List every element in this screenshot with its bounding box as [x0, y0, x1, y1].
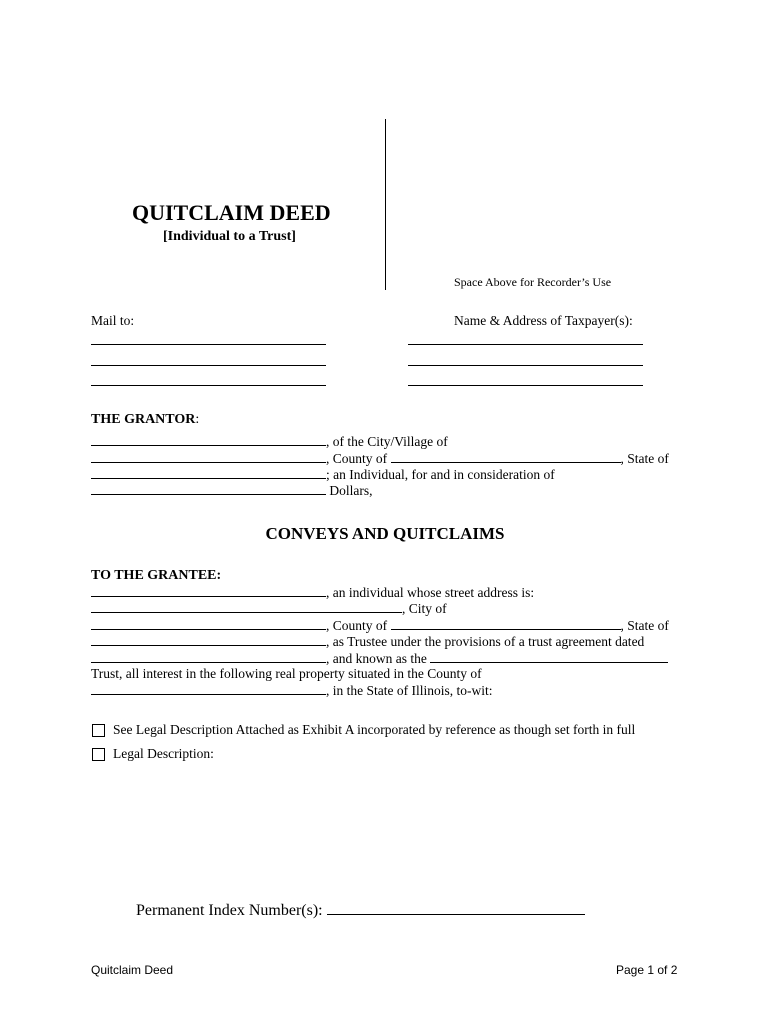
mail-to-line-3[interactable]: [91, 385, 326, 386]
grantee-street-field[interactable]: [91, 600, 402, 613]
grantee-state-field[interactable]: [91, 633, 326, 646]
grantor-row-2: , County of , State of: [91, 450, 669, 466]
grantee-row-5: , and known as the: [91, 650, 668, 666]
taxpayer-line-1[interactable]: [408, 344, 643, 345]
grantor-row-1: , of the City/Village of: [91, 433, 448, 449]
grantee-row-7: , in the State of Illinois, to-wit:: [91, 682, 492, 698]
grantor-name-field[interactable]: [91, 433, 326, 446]
grantee-name-field[interactable]: [91, 584, 326, 597]
trust-name-field[interactable]: [430, 650, 668, 663]
mail-to-line-1[interactable]: [91, 344, 326, 345]
grantor-county-field[interactable]: [391, 450, 621, 463]
grantor-row-4: Dollars,: [91, 482, 373, 498]
recorder-space-divider: [385, 119, 386, 290]
recorder-use-note: Space Above for Recorder’s Use: [454, 275, 612, 289]
footer-document-name: Quitclaim Deed: [91, 963, 174, 977]
legal-description-checkbox[interactable]: [92, 748, 105, 761]
mail-to-line-2[interactable]: [91, 365, 326, 366]
grantor-heading: THE GRANTOR:: [91, 412, 200, 427]
pin-row: [136, 900, 585, 920]
trust-date-field[interactable]: [91, 650, 326, 663]
conveys-heading: CONVEYS AND QUITCLAIMS: [265, 524, 505, 543]
mail-to-label: Mail to:: [91, 313, 135, 328]
pin-label: Permanent Index Number(s):: [136, 902, 323, 919]
legal-description-label: Legal Description:: [113, 746, 214, 761]
taxpayer-line-3[interactable]: [408, 385, 643, 386]
grantee-row-6: Trust, all interest in the following real property situated in the County of: [91, 666, 482, 681]
footer-page-number: Page 1 of 2: [616, 963, 678, 977]
grantee-row-2: , City of: [91, 600, 447, 616]
grantor-city-field[interactable]: [91, 450, 326, 463]
document-title: QUITCLAIM DEED: [132, 200, 331, 225]
grantee-county-field[interactable]: [391, 617, 621, 630]
pin-field[interactable]: [327, 900, 585, 915]
grantor-dollars-field[interactable]: [91, 482, 326, 495]
grantee-row-4: , as Trustee under the provisions of a trust agreement dated: [91, 633, 644, 649]
grantee-row-1: , an individual whose street address is:: [91, 584, 534, 600]
property-county-field[interactable]: [91, 682, 326, 695]
taxpayer-label: Name & Address of Taxpayer(s):: [454, 313, 633, 328]
grantee-city-field[interactable]: [91, 617, 326, 630]
grantor-state-field[interactable]: [91, 466, 326, 479]
grantor-row-3: ; an Individual, for and in consideration of: [91, 466, 555, 482]
taxpayer-line-2[interactable]: [408, 365, 643, 366]
grantee-row-3: , County of , State of: [91, 617, 669, 633]
exhibit-a-label: See Legal Description Attached as Exhibit A incorporated by reference as though set forth in full: [113, 722, 636, 737]
document-subtitle: [Individual to a Trust]: [163, 229, 296, 244]
exhibit-a-checkbox[interactable]: [92, 724, 105, 737]
grantee-heading: TO THE GRANTEE:: [91, 568, 222, 583]
